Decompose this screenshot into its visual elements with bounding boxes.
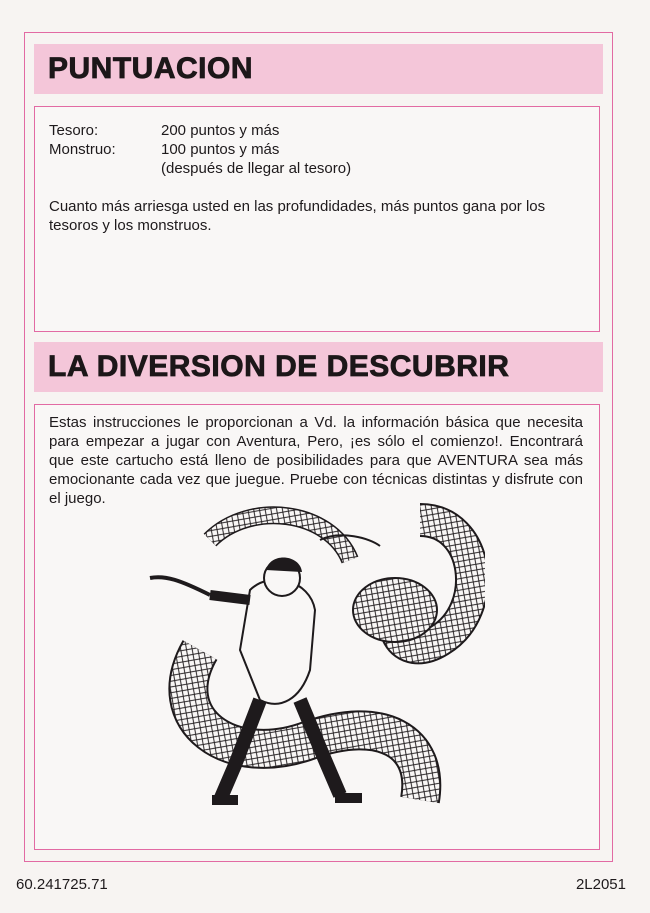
score-label: Monstruo: <box>49 141 116 158</box>
catalog-number: 60.241725.71 <box>16 876 108 893</box>
discovery-paragraph: Estas instrucciones le proporcionan a Vd. la información básica que necesita para empezar a jugar con Aventura, Pero, ¡es sólo el comienzo!. Encontrará que este cartucho está lleno de posibilidades para que AVENTURA sea más emocionante cada vez que juegue. Pruebe con técnicas distintas y disfrute con el juego. <box>49 414 583 507</box>
score-value: 200 puntos y más <box>161 122 280 139</box>
score-value: (después de llegar al tesoro) <box>161 160 352 177</box>
section-heading-band <box>34 342 603 392</box>
score-value: 100 puntos y más <box>161 141 280 158</box>
score-paragraph: Cuanto más arriesga usted en las profundidades, más puntos gana por los tesoros y los monstruos. <box>49 198 546 234</box>
section-heading-band <box>34 44 603 94</box>
section-title-puntuacion: PUNTUACION <box>48 52 253 85</box>
score-box <box>34 106 600 332</box>
score-table <box>49 121 351 178</box>
score-label <box>49 159 161 178</box>
score-row <box>49 140 351 159</box>
score-label: Tesoro: <box>49 122 99 139</box>
score-row <box>49 121 351 140</box>
print-code: 2L2051 <box>575 876 626 893</box>
section-title-diversion: LA DIVERSION DE DESCUBRIR <box>48 350 510 383</box>
hero-serpent-illustration <box>140 500 485 840</box>
score-row <box>49 159 351 178</box>
